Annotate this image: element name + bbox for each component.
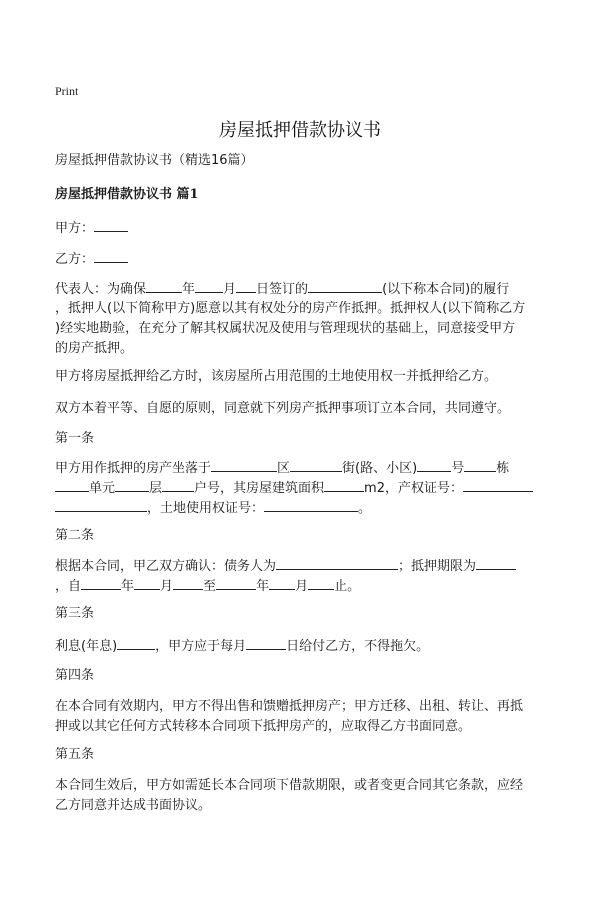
print-link[interactable]: Print	[55, 84, 79, 98]
section-heading: 房屋抵押借款协议书 篇1	[55, 187, 199, 202]
party-b-line	[55, 249, 550, 270]
article-5-line-2: 乙方同意并达成书面协议。	[55, 798, 212, 813]
article-1-line-1	[55, 458, 550, 479]
text: 月	[223, 282, 237, 297]
blank	[115, 478, 149, 492]
blank	[55, 498, 147, 512]
text: 甲方用作抵押的房产坐落于	[55, 461, 212, 476]
text: 年	[256, 579, 270, 594]
text: 。	[358, 501, 372, 516]
article-2-line-1	[55, 556, 550, 577]
article-3-line-1	[55, 636, 550, 657]
article-1-heading: 第一条	[55, 431, 95, 446]
blank	[146, 279, 182, 293]
article-1-line-2	[55, 478, 550, 499]
blank	[94, 249, 128, 263]
text: 代表人：为确保	[55, 282, 147, 297]
text: 月	[160, 579, 174, 594]
text: 日给付乙方，不得拖欠。	[286, 639, 430, 654]
text: 年	[121, 579, 135, 594]
text: ；抵押期限为	[398, 559, 477, 574]
paragraph-2: 甲方将房屋抵押给乙方时，该房屋所占用范围的土地使用权一并抵押给乙方。	[55, 369, 498, 384]
text: 号	[451, 461, 465, 476]
article-2-line-2	[55, 576, 550, 597]
text: 根据本合同，甲乙双方确认：债务人为	[55, 559, 277, 574]
article-4-line-1: 在本合同有效期内，甲方不得出售和馈赠抵押房产；甲方迁移、出租、转让、再抵	[55, 699, 524, 714]
document-subtitle: 房屋抵押借款协议书（精选16篇）	[55, 153, 254, 168]
blank	[308, 576, 334, 590]
text: 街(路、小区)	[342, 461, 418, 476]
party-a-line	[55, 218, 550, 239]
blank	[290, 458, 342, 472]
blank	[276, 556, 398, 570]
blank	[211, 458, 277, 472]
text: 区	[277, 461, 291, 476]
document-title: 房屋抵押借款协议书	[219, 120, 381, 141]
blank	[195, 279, 223, 293]
article-3-heading: 第三条	[55, 606, 95, 621]
blank	[216, 576, 256, 590]
blank	[81, 576, 121, 590]
paragraph-1-line-2: ，抵押人(以下简称甲方)愿意以其有权处分的房产作抵押。抵押权人(以下简称乙方	[55, 301, 526, 316]
text: m2，产权证号：	[364, 481, 463, 496]
blank	[117, 636, 155, 650]
text: 层	[149, 481, 163, 496]
blank	[236, 279, 256, 293]
blank	[264, 498, 358, 512]
paragraph-1-line-1	[55, 279, 550, 300]
text: 户号，其房屋建筑面积	[194, 481, 325, 496]
blank	[94, 218, 128, 232]
text: ，甲方应于每月	[155, 639, 247, 654]
text: 日签订的	[256, 282, 309, 297]
blank	[246, 636, 286, 650]
paragraph-3: 双方本着平等、自愿的原则，同意就下列房产抵押事项订立本合同，共同遵守。	[55, 401, 511, 416]
blank	[134, 576, 160, 590]
text: 单元	[89, 481, 116, 496]
party-b-label: 乙方：	[55, 252, 95, 267]
text: 至	[203, 579, 217, 594]
blank	[269, 576, 295, 590]
blank	[308, 279, 382, 293]
text: 栋	[496, 461, 510, 476]
blank	[55, 478, 89, 492]
blank	[464, 458, 496, 472]
blank	[324, 478, 364, 492]
text: ，土地使用权证号：	[147, 501, 265, 516]
article-1-line-3	[55, 498, 550, 519]
article-4-heading: 第四条	[55, 668, 95, 683]
article-4-line-2: 押或以其它任何方式转移本合同项下抵押房产的，应取得乙方书面同意。	[55, 719, 472, 734]
text: 年	[182, 282, 196, 297]
blank	[417, 458, 451, 472]
paragraph-1-line-4: 的房产抵押。	[55, 341, 134, 356]
text: 利息(年息)	[55, 639, 118, 654]
article-2-heading: 第二条	[55, 528, 95, 543]
text: (以下称本合同)的履行	[382, 282, 510, 297]
party-a-label: 甲方：	[55, 221, 95, 236]
blank	[463, 478, 533, 492]
paragraph-1-line-3: )经实地勘验，在充分了解其权属状况及使用与管理现状的基础上，同意接受甲方	[55, 321, 516, 336]
article-5-heading: 第五条	[55, 747, 95, 762]
blank	[476, 556, 516, 570]
text: ，自	[55, 579, 82, 594]
blank	[162, 478, 194, 492]
article-5-line-1: 本合同生效后，甲方如需延长本合同项下借款期限，或者变更合同其它条款，应经	[55, 778, 524, 793]
blank	[173, 576, 203, 590]
text: 月	[295, 579, 309, 594]
text: 止。	[334, 579, 361, 594]
